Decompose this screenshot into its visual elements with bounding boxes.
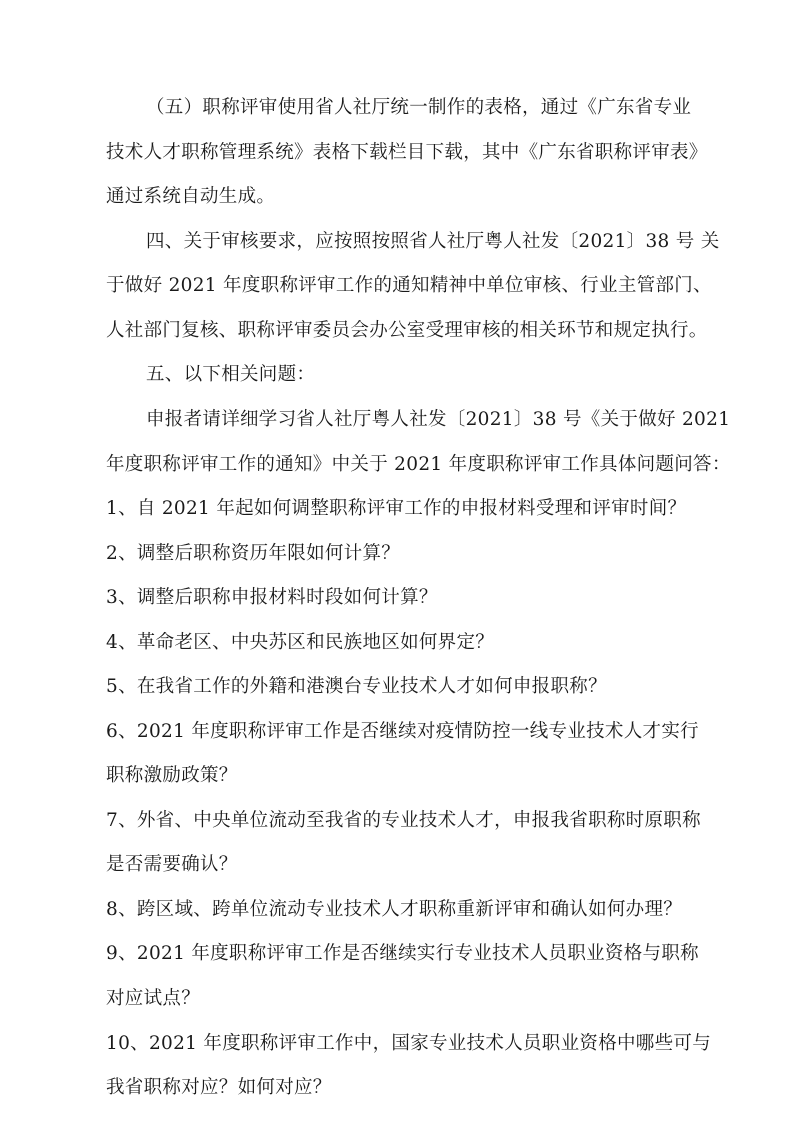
question-item: 1、自 2021 年起如何调整职称评审工作的申报材料受理和评审时间？ [106, 498, 687, 519]
question-item: 6、2021 年度职称评审工作是否继续对疫情防控一线专业技术人才实行 [106, 721, 699, 742]
question-item: 4、革命老区、中央苏区和民族地区如何界定？ [106, 632, 495, 653]
question-item: 2、调整后职称资历年限如何计算？ [106, 543, 401, 564]
question-item: 5、在我省工作的外籍和港澳台专业技术人才如何申报职称？ [106, 676, 607, 697]
question-item: 职称激励政策？ [106, 765, 238, 786]
question-item: 8、跨区域、跨单位流动专业技术人才职称重新评审和确认如何办理？ [106, 899, 683, 920]
question-item: 是否需要确认？ [106, 854, 238, 875]
paragraph-line: 于做好 2021 年度职称评审工作的通知精神中单位审核、行业主管部门、 [106, 275, 712, 296]
paragraph-line: 年度职称评审工作的通知》中关于 2021 年度职称评审工作具体问题问答： [106, 454, 731, 475]
paragraph-line: 通过系统自动生成。 [106, 186, 276, 207]
question-item: 我省职称对应？如何对应？ [106, 1077, 332, 1098]
paragraph-line: 申报者请详细学习省人社厅粤人社发〔2021〕38 号《关于做好 2021 [146, 409, 731, 430]
paragraph-line: 四、关于审核要求，应按照按照省人社厅粤人社发〔2021〕38 号 关 [146, 231, 720, 252]
section-heading: 五、以下相关问题： [146, 364, 316, 385]
question-item: 对应试点？ [106, 988, 201, 1009]
question-item: 10、2021 年度职称评审工作中，国家专业技术人员职业资格中哪些可与 [106, 1033, 712, 1054]
paragraph-line: 人社部门复核、职称评审委员会办公室受理审核的相关环节和规定执行。 [106, 320, 708, 341]
paragraph-line: 技术人才职称管理系统》表格下载栏目下载，其中《广东省职称评审表》 [106, 142, 708, 163]
question-item: 9、2021 年度职称评审工作是否继续实行专业技术人员职业资格与职称 [106, 943, 699, 964]
question-item: 3、调整后职称申报材料时段如何计算？ [106, 587, 438, 608]
question-item: 7、外省、中央单位流动至我省的专业技术人才，申报我省职称时原职称 [106, 810, 701, 831]
paragraph-line: （五）职称评审使用省人社厅统一制作的表格，通过《广东省专业 [146, 97, 692, 118]
